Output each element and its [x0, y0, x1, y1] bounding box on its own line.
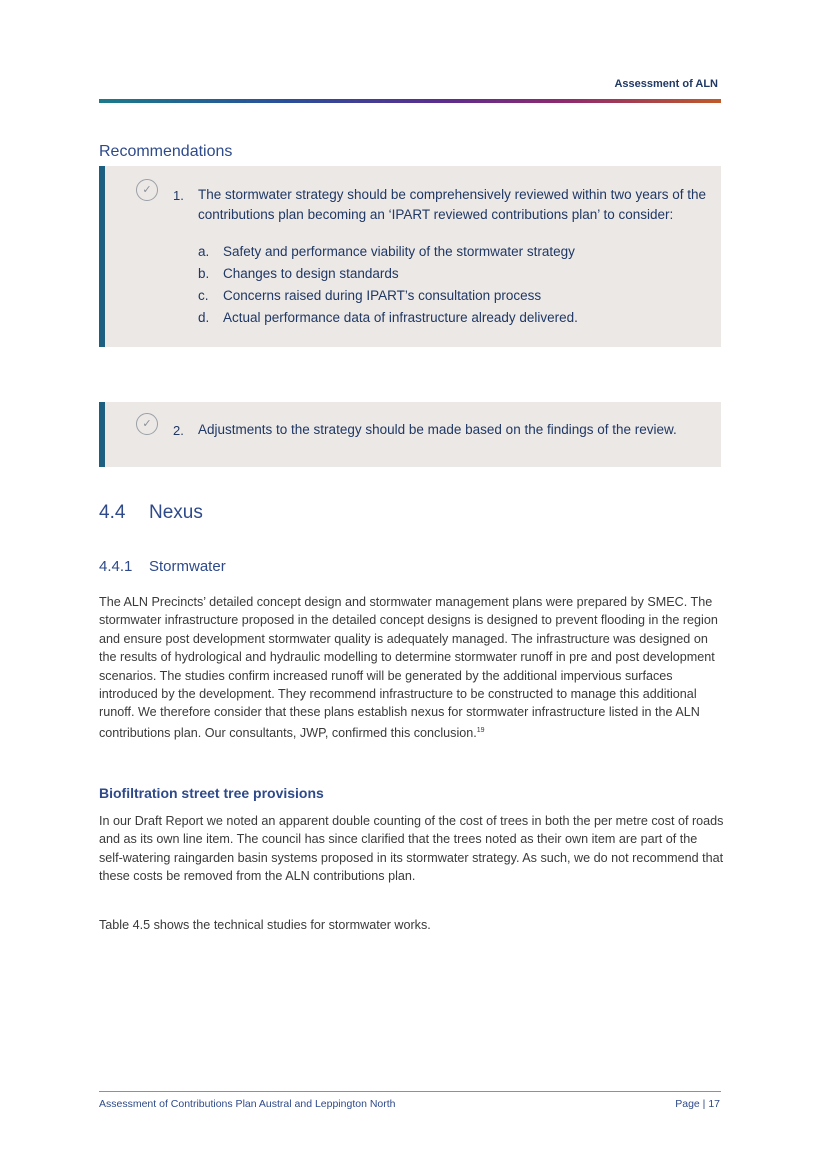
stormwater-paragraph [99, 593, 724, 742]
sub-item-text: Concerns raised during IPART’s consultation process [223, 288, 542, 303]
biofiltration-paragraph: In our Draft Report we noted an apparent double counting of the cost of trees in both the per metre cost of roads and as its own line item. The council has since clarified that the trees noted as their own item are part of the self-watering raingarden basin systems proposed in its stormwater strategy. As such, we do not recommend that these costs be removed from the ALN contributions plan. [99, 814, 724, 884]
check-circle-icon: ✓ [136, 413, 158, 435]
subsection-title: Stormwater [149, 558, 226, 575]
recommendations-heading: Recommendations [99, 143, 233, 160]
sub-item-text: Safety and performance viability of the stormwater strategy [223, 244, 575, 259]
sub-item-letter: d. [198, 310, 210, 325]
section-title: Nexus [149, 502, 203, 523]
table-reference-paragraph: Table 4.5 shows the technical studies for stormwater works. [99, 918, 431, 932]
subsection-heading [99, 558, 226, 575]
recommendation-box-1 [99, 166, 721, 347]
stormwater-paragraph-text: The ALN Precincts’ detailed concept design and stormwater management plans were prepared by SMEC. The stormwater infrastructure proposed in the detailed concept designs is designed to prevent flooding in the region and ensure post development stormwater quality is adequately managed. The infrastructure was designed on the results of hydrological and hydraulic modelling to determine stormwater runoff in pre and post development scenarios. The studies confirm increased runoff will be generated by the additional impervious surfaces introduced by the development. They recommend infrastructure to be constructed to manage this additional runoff. We therefore consider that these plans establish nexus for stormwater infrastructure listed in the ALN contributions plan. Our consultants, JWP, confirmed this conclusion. [99, 595, 718, 741]
footer-document-title: Assessment of Contributions Plan Austral and Leppington North [99, 1098, 396, 1110]
recommendation-box-2 [99, 402, 721, 467]
sub-item-text: Actual performance data of infrastructure already delivered. [223, 310, 578, 325]
footer-rule [99, 1091, 721, 1092]
running-header-title: Assessment of ALN [614, 78, 718, 90]
header-gradient-rule [99, 99, 721, 103]
sub-item-letter: b. [198, 266, 210, 281]
sub-item-letter: a. [198, 244, 210, 259]
footer-page-number: Page | 17 [675, 1098, 720, 1110]
sub-item-letter: c. [198, 288, 209, 303]
check-circle-icon: ✓ [136, 179, 158, 201]
recommendation-number: 1. [173, 188, 184, 203]
recommendation-text: The stormwater strategy should be comprehensively reviewed within two years of the contributions plan becoming an ‘IPART reviewed contributions plan’ to consider: [198, 187, 706, 222]
recommendation-number: 2. [173, 423, 184, 438]
subsection-number: 4.4.1 [99, 558, 133, 575]
biofiltration-heading: Biofiltration street tree provisions [99, 785, 324, 801]
section-heading [99, 502, 203, 524]
footnote-ref[interactable]: 19 [476, 726, 485, 734]
recommendation-text: Adjustments to the strategy should be made based on the findings of the review. [198, 422, 677, 437]
sub-item-text: Changes to design standards [223, 266, 399, 281]
section-number: 4.4 [99, 502, 126, 523]
